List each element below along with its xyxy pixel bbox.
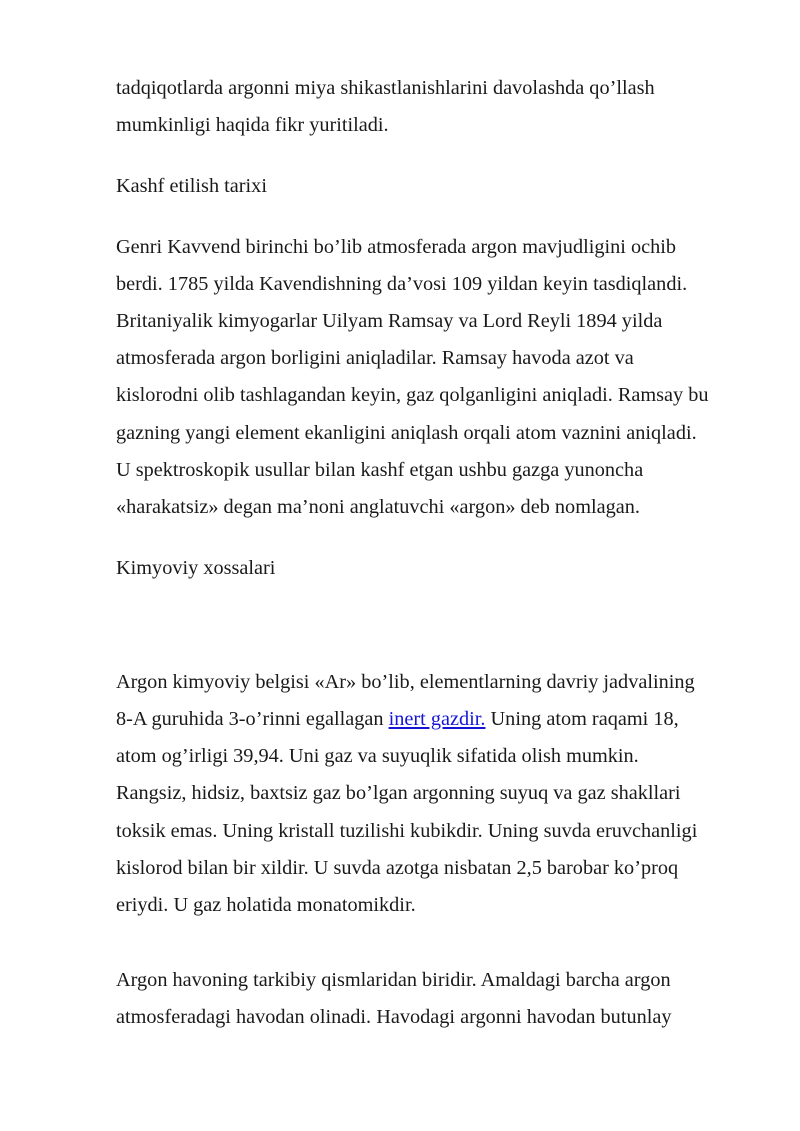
text-line: Rangsiz, hidsiz, baxtsiz gaz bo’lgan argonning suyuq va gaz shakllari	[116, 782, 681, 805]
text-line: kislorod bilan bir xildir. U suvda azotga nisbatan 2,5 barobar ko’proq	[116, 856, 679, 879]
text-line: Genri Kavvend birinchi bo’lib atmosferada argon mavjudligini ochib	[116, 235, 677, 258]
text-line: kislorodni olib tashlagandan keyin, gaz qolganligini aniqladi. Ramsay bu	[116, 384, 709, 407]
section-heading-chemical-properties: Kimyoviy xossalari	[116, 556, 276, 579]
text-segment: Uning atom raqami 18,	[485, 707, 679, 730]
inert-gas-link[interactable]: inert gazdir.	[388, 707, 486, 730]
paragraph-intro-continuation	[116, 70, 756, 144]
text-line: Britaniyalik kimyogarlar Uilyam Ramsay va Lord Reyli 1894 yilda	[116, 309, 663, 332]
text-line: toksik emas. Uning kristall tuzilishi kubikdir. Uning suvda eruvchanligi	[116, 819, 698, 842]
text-line: U spektroskopik usullar bilan kashf etgan ushbu gazga yunoncha	[116, 458, 644, 481]
paragraph-air-composition	[116, 962, 756, 1036]
text-line: atmosferadagi havodan olinadi. Havodagi argonni havodan butunlay	[116, 1006, 672, 1029]
paragraph-history	[116, 229, 756, 527]
text-line-with-link	[116, 701, 756, 738]
text-line: gazning yangi element ekanligini aniqlash orqali atom vaznini aniqladi.	[116, 421, 697, 444]
text-line: Argon kimyoviy belgisi «Ar» bo’lib, elementlarning davriy jadvalining	[116, 670, 695, 693]
text-line: tadqiqotlarda argonni miya shikastlanishlarini davolashda qo’llash	[116, 77, 655, 99]
paragraph-chemical-properties	[116, 664, 756, 924]
document-page	[116, 70, 756, 1036]
text-line: Argon havoning tarkibiy qismlaridan biridir. Amaldagi barcha argon	[116, 969, 671, 992]
text-line: atmosferada argon borligini aniqladilar. Ramsay havoda azot va	[116, 347, 634, 370]
text-line: atom og’irligi 39,94. Uni gaz va suyuqlik sifatida olish mumkin.	[116, 745, 639, 768]
text-line: berdi. 1785 yilda Kavendishning da’vosi 109 yildan keyin tasdiqlandi.	[116, 272, 688, 295]
section-heading-history: Kashf etilish tarixi	[116, 174, 267, 197]
text-line: eriydi. U gaz holatida monatomikdir.	[116, 893, 416, 916]
text-line: mumkinligi haqida fikr yuritiladi.	[116, 114, 389, 137]
text-line: «harakatsiz» degan ma’noni anglatuvchi «argon» deb nomlagan.	[116, 495, 640, 518]
text-segment: 8-A guruhida 3-o’rinni egallagan	[116, 707, 389, 730]
